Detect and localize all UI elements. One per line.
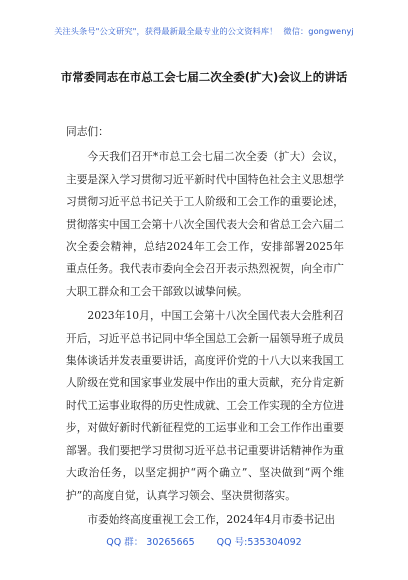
wechat-id: 微信：gongwenyj [283,26,354,36]
header-note-text: 关注头条号"公文研究"，获得最新最全最专业的公文资料库！ [54,26,278,36]
document-body [66,121,344,531]
document-title: 市常委同志在市总工会七届二次全委(扩大)会议上的讲话 [60,70,348,84]
greeting: 同志们： [66,125,109,138]
footer-contacts [0,534,408,548]
paragraph: 2023年10月，中国工会第十八次全国代表大会胜利召开后，习近平总书记同中华全国总工会新一届领导班子成员集体谈话并发表重要讲话，高度评价党的十八大以来我国工人阶级在党和国家事业发展中作出的重大贡献，充分肯定新时代工运事业取得的历史性成就、工会工作实现的全方位进步，对做好新时代新征程党的工运事业和工会工作作出重要部署。我们要把学习贯彻习近平总书记重要讲话精神作为重大政治任务，以坚定拥护“两个确立”、坚决做到“两个维护”的高度自觉，认真学习领会、坚决贯彻落实。 [66,309,344,502]
header-note [0,26,408,37]
paragraph: 市委始终高度重视工会工作，2024年4月市委书记出 [87,512,336,526]
qq-group: QQ 群： 30265665 [106,537,195,548]
paragraph: 今天我们召开*市总工会七届二次全委（扩大）会议，主要是深入学习贯彻习近平新时代中国特色社会主义思想学习贯彻习近平总书记关于工人阶级和工会工作的重要论述，贯彻落实中国工会第十八次全国代表大会和省总工会六届二次全委会精神，总结2024年工会工作，安排部署2025年重点任务。我代表市委向全会召开表示热烈祝贺，向全市广大职工群众和工会干部致以诚挚问候。 [66,150,344,298]
qq-number: QQ 号:535304092 [216,537,302,548]
